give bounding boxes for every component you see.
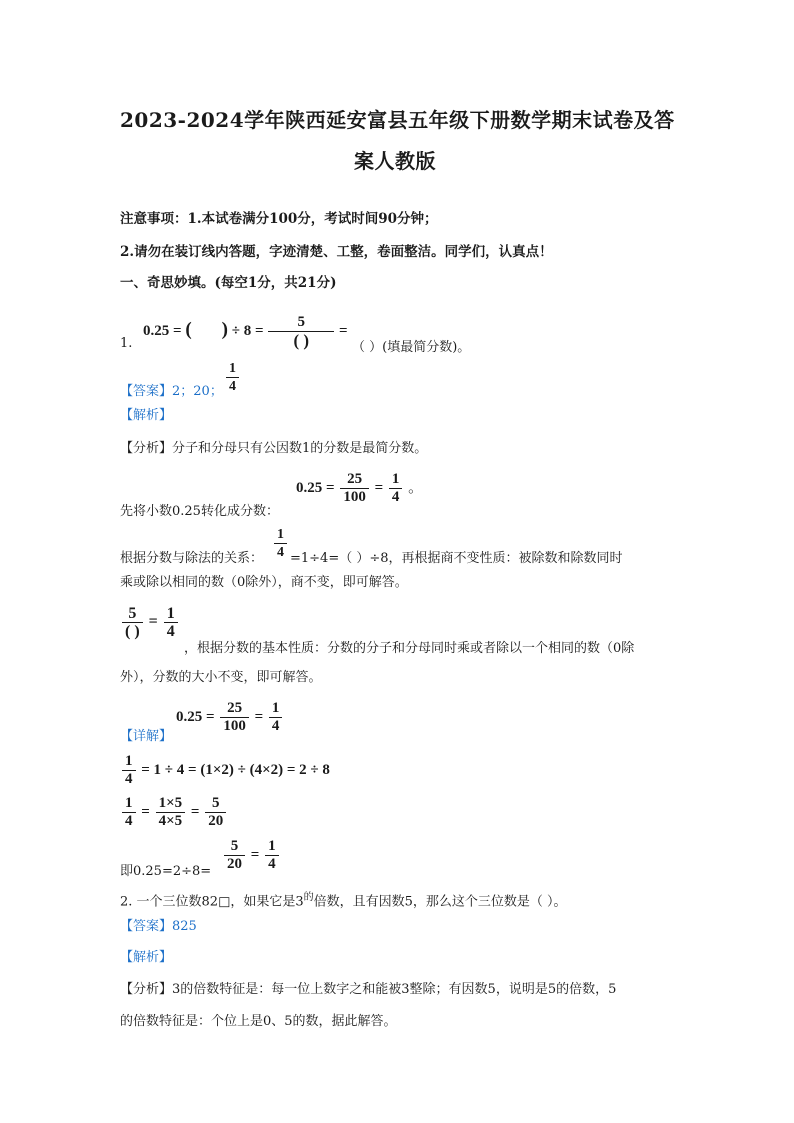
q1-step2-fraction: $\frac{1}{4}$ xyxy=(272,526,289,561)
q1-step3-text: ，根据分数的基本性质：分数的分子和分母同时乘或者除以一个相同的数（0除 xyxy=(184,641,635,656)
q1-conclusion-math: $\frac{5}{20}$ = $\frac{1}{4}$ xyxy=(222,838,281,873)
q2-question: 2. 一个三位数82□，如果它是$3^的$倍数，且有因数5，那么这个三位数是（ ）。 xyxy=(120,892,567,910)
section-1-heading: 一、奇思妙填。(每空1分，共21分) xyxy=(120,275,337,291)
q2-fenxi-line1: 【分析】3的倍数特征是：每一位上数字之和能被3整除；有因数5，说明是5的倍数，5 xyxy=(120,982,617,997)
q1-step1-text: 先将小数0.25转化成分数： xyxy=(120,504,279,519)
exam-title-line2: 案人教版 xyxy=(354,149,436,173)
note-1: 注意事项：1.本试卷满分100分，考试时间90分钟； xyxy=(120,211,438,227)
q1-paren-open: ( xyxy=(185,318,192,340)
q1-answer-label: 【答案】 xyxy=(120,384,173,399)
q1-answer xyxy=(120,380,223,399)
q1-step2-text-a: 根据分数与除法的关系： xyxy=(120,551,264,566)
q1-detail-1: 0.25 = $\frac{25}{100}$ = $\frac{1}{4}$ xyxy=(176,700,284,735)
q1-detail-3: $\frac{1}{4}$ = $\frac{1\times 5}{4\times 5}$ = $\frac{5}{20}$ xyxy=(120,795,228,830)
q1-analysis-label: 【解析】 xyxy=(120,408,173,423)
q2-analysis-label: 【解析】 xyxy=(120,950,173,965)
q1-tail: （ ）(填最简分数)。 xyxy=(352,340,471,355)
q2-fenxi-line2: 的倍数特征是：个位上是0、5的数，据此解答。 xyxy=(120,1014,397,1029)
q1-eq: = xyxy=(339,322,348,339)
q1-frac-den: ( ) xyxy=(268,331,334,349)
note-2: 2.请勿在装订线内答题，字迹清楚、工整，卷面整洁。同学们，认真点！ xyxy=(120,244,553,260)
q1-step2-line2: 乘或除以相同的数（0除外），商不变，即可解答。 xyxy=(120,575,408,590)
q1-paren-close: ) xyxy=(221,318,228,340)
q1-detail-2: $\frac{1}{4}$ = 1 ÷ 4 = (1×2) ÷ (4×2) = 2 ÷ 8 xyxy=(120,753,330,788)
q1-expr-b: ÷ 8 = xyxy=(231,322,264,339)
q1-step3-line2: 外），分数的大小不变，即可解答。 xyxy=(120,670,322,685)
q1-number: 1. xyxy=(120,336,133,351)
q1-expr-a: 0.25 = xyxy=(143,322,182,339)
exam-title-line1: 2023-2024学年陕西延安富县五年级下册数学期末试卷及答 xyxy=(120,108,675,132)
q1-conclusion-text: 即0.25=2÷8= xyxy=(120,864,212,879)
q1-frac-num: 5 xyxy=(297,314,305,330)
q1-fraction xyxy=(269,314,333,349)
q1-answer-text: 2；20； xyxy=(172,384,223,399)
q1-answer-fraction: $\frac{1}{4}$ xyxy=(224,360,241,395)
q2-answer: 【答案】825 xyxy=(120,919,197,934)
q1-step3-math: $\frac{5}{( )}$ = $\frac{1}{4}$ xyxy=(120,605,180,640)
q1-fenxi: 【分析】分子和分母只有公因数1的分数是最简分数。 xyxy=(120,441,428,456)
q1-step1-math: 0.25 = $\frac{25}{100}$ = $\frac{1}{4}$ 。 xyxy=(296,471,424,505)
q1-expression xyxy=(143,314,348,349)
q1-step2-text-b: =1÷4=（ ）÷8，再根据商不变性质：被除数和除数同时 xyxy=(290,551,623,566)
q1-detail-label: 【详解】 xyxy=(120,729,173,744)
